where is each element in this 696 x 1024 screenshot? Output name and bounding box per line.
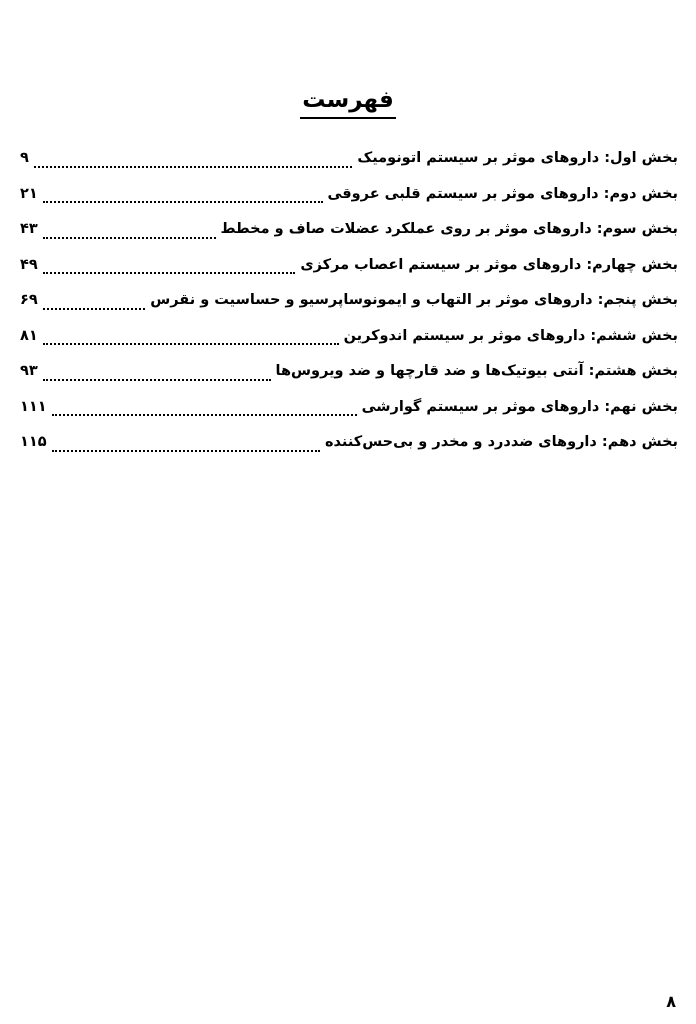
- page-title-text: فهرست: [300, 84, 396, 119]
- toc-entry-page: ۲۱: [20, 185, 38, 202]
- toc-leader-dots: [52, 414, 357, 416]
- toc-entry-label: بخش اول: داروهای موثر بر سیستم اتونومیک: [357, 150, 678, 166]
- toc-entry: [20, 144, 678, 180]
- toc-entry-label: بخش پنجم: داروهای موثر بر التهاب و ایمونوساپرسیو و حساسیت و نقرس: [150, 292, 678, 308]
- page-number: ۸: [666, 992, 676, 1011]
- page-title: [0, 84, 696, 119]
- toc-entry-page: ۱۱۵: [20, 434, 47, 450]
- toc-leader-dots: [43, 272, 296, 274]
- toc-entry: [20, 180, 678, 216]
- toc-leader-dots: [43, 201, 323, 203]
- toc-leader-dots: [34, 166, 353, 168]
- toc-entry-label: بخش ششم: داروهای موثر بر سیستم اندوکرین: [343, 327, 678, 344]
- toc-entry: [20, 393, 678, 429]
- toc-leader-dots: [43, 343, 339, 345]
- toc-entry-page: ۶۹: [20, 292, 38, 308]
- toc-leader-dots: [43, 308, 146, 310]
- toc-entry: [20, 251, 678, 287]
- toc-entry-label: بخش سوم: داروهای موثر بر روی عملکرد عضلات صاف و مخطط: [220, 221, 678, 237]
- toc-entry-label: بخش نهم: داروهای موثر بر سیستم گوارشی: [361, 398, 678, 415]
- toc-entry-page: ۸۱: [20, 327, 38, 344]
- toc-entry-page: ۴۹: [20, 256, 38, 273]
- toc-entry-page: ۱۱۱: [20, 398, 47, 415]
- toc-entry: [20, 357, 678, 393]
- toc-leader-dots: [52, 450, 320, 452]
- toc-entry-label: بخش چهارم: داروهای موثر بر سیستم اعصاب مرکزی: [300, 256, 678, 273]
- toc-entry: [20, 286, 678, 322]
- toc-entry: [20, 428, 678, 464]
- toc-entry: [20, 322, 678, 358]
- toc-entry: [20, 215, 678, 251]
- toc-entry-label: بخش دوم: داروهای موثر بر سیستم قلبی عروقی: [327, 185, 678, 202]
- toc-leader-dots: [43, 237, 216, 239]
- toc-entry-page: ۹۳: [20, 363, 38, 379]
- table-of-contents: [20, 144, 678, 464]
- toc-entry-page: ۴۳: [20, 221, 38, 237]
- toc-entry-label: بخش دهم: داروهای ضددرد و مخدر و بی‌حس‌کننده: [324, 434, 678, 450]
- toc-entry-label: بخش هشتم: آنتی بیوتیک‌ها و ضد قارچها و ضد ویروس‌ها: [275, 363, 678, 379]
- toc-leader-dots: [43, 379, 271, 381]
- toc-entry-page: ۹: [20, 150, 29, 166]
